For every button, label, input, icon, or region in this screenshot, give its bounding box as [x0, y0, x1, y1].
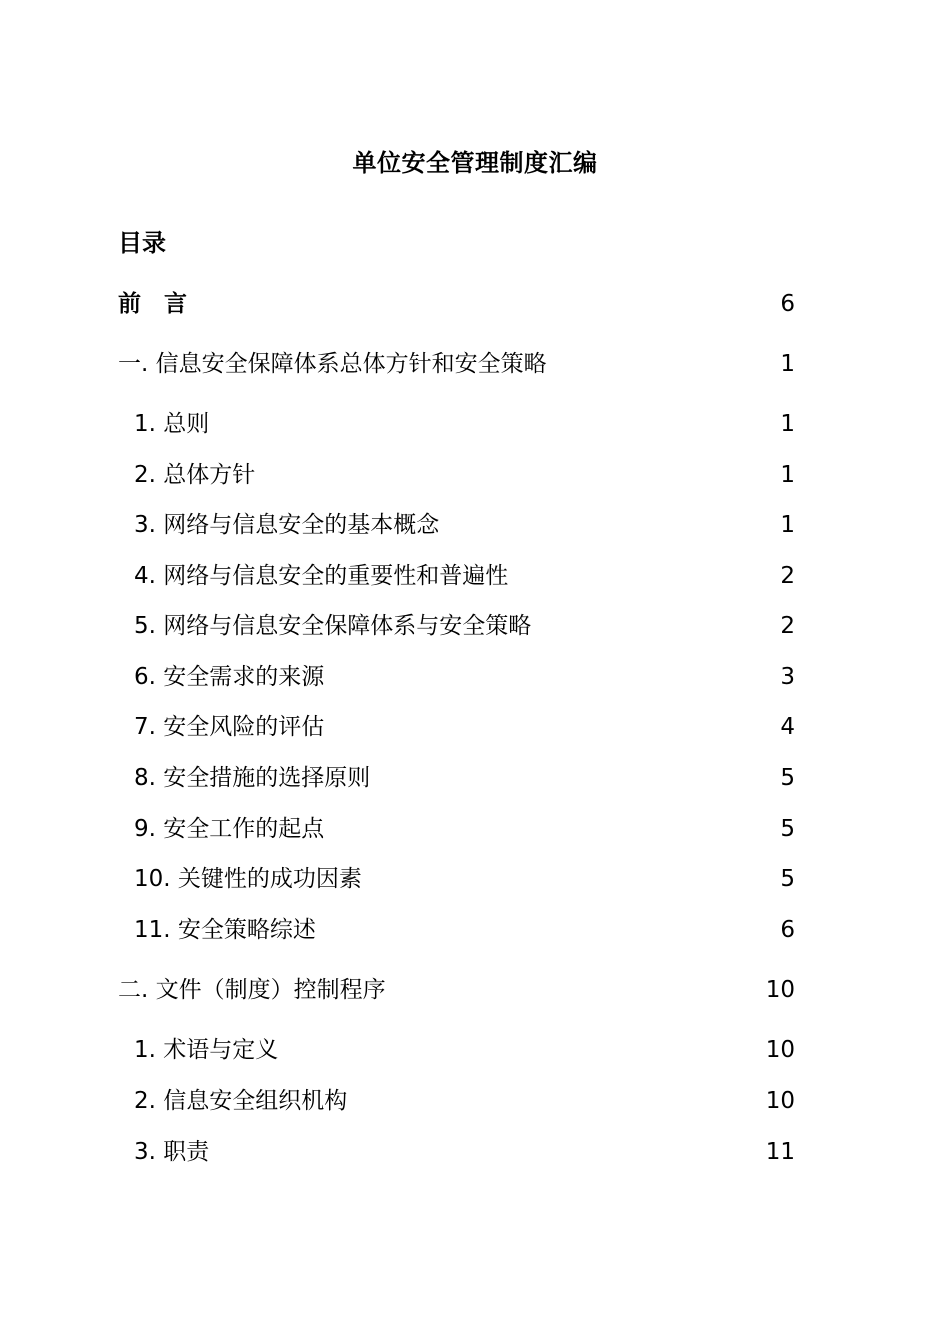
toc-entry-label: 2. 信息安全组织机构 [134, 1088, 348, 1114]
toc-entry-label: 2. 总体方针 [134, 462, 256, 488]
toc-entry-label: 4. 网络与信息安全的重要性和普遍性 [134, 563, 509, 589]
toc-entry-label: 1. 总则 [134, 411, 210, 437]
toc-entry-label: 1. 术语与定义 [134, 1037, 279, 1063]
dot-leader [549, 349, 780, 379]
toc-entry-label: 8. 安全措施的选择原则 [134, 765, 371, 791]
toc-entry-1-11[interactable] [134, 911, 795, 945]
toc-entry-1-10[interactable] [134, 860, 795, 894]
toc-entry-label: 9. 安全工作的起点 [134, 816, 325, 842]
toc-entry-2-1[interactable] [134, 1031, 795, 1065]
dot-leader [326, 662, 779, 692]
toc-entry-1-7[interactable] [134, 708, 795, 742]
toc-entry-page: 11 [765, 1139, 795, 1165]
dot-leader [372, 763, 779, 793]
dot-leader [280, 1035, 764, 1065]
toc-entry-1-9[interactable] [134, 810, 795, 844]
toc-entry-1-8[interactable] [134, 759, 795, 793]
dot-leader [211, 1137, 764, 1167]
toc-entry-page: 1 [780, 351, 795, 377]
toc-entry-page: 10 [765, 1037, 795, 1063]
toc-entry-1-1[interactable] [134, 405, 795, 439]
toc-entry-label: 6. 安全需求的来源 [134, 664, 325, 690]
dot-leader [510, 561, 779, 591]
toc-entry-page: 3 [780, 664, 795, 690]
dot-leader [326, 712, 779, 742]
toc-entry-page: 6 [780, 291, 795, 317]
toc-entry-2-2[interactable] [134, 1082, 795, 1116]
toc-entry-page: 10 [765, 1088, 795, 1114]
dot-leader [326, 814, 779, 844]
toc-entry-page: 2 [780, 613, 795, 639]
toc-entry-page: 5 [780, 765, 795, 791]
dot-leader [388, 975, 765, 1005]
dot-leader [189, 289, 779, 319]
dot-leader [318, 915, 779, 945]
toc-entry-chapter-1[interactable] [118, 345, 795, 379]
toc-entry-label: 10. 关键性的成功因素 [134, 866, 362, 892]
toc-entry-page: 5 [780, 866, 795, 892]
dot-leader [441, 510, 779, 540]
toc-entry-1-6[interactable] [134, 658, 795, 692]
toc-entry-1-2[interactable] [134, 456, 795, 490]
dot-leader [211, 409, 779, 439]
toc-entry-chapter-2[interactable] [118, 971, 795, 1005]
toc-heading: 目录 [118, 229, 166, 257]
toc-entry-2-3[interactable] [134, 1133, 795, 1167]
toc-entry-label: 3. 职责 [134, 1139, 210, 1165]
toc-entry-page: 10 [765, 977, 795, 1003]
toc-entry-label: 3. 网络与信息安全的基本概念 [134, 512, 440, 538]
toc-entry-1-4[interactable] [134, 557, 795, 591]
toc-entry-page: 2 [780, 563, 795, 589]
toc-entry-label: 二. 文件（制度）控制程序 [118, 977, 386, 1003]
toc-entry-page: 5 [780, 816, 795, 842]
toc-entry-label: 5. 网络与信息安全保障体系与安全策略 [134, 613, 532, 639]
toc-entry-1-5[interactable] [134, 607, 795, 641]
toc-entry-label: 11. 安全策略综述 [134, 917, 316, 943]
toc-entry-label: 一. 信息安全保障体系总体方针和安全策略 [118, 351, 547, 377]
toc-entry-page: 6 [780, 917, 795, 943]
toc-entry-page: 1 [780, 411, 795, 437]
dot-leader [349, 1086, 764, 1116]
toc-entry-page: 1 [780, 462, 795, 488]
toc-entry-label: 7. 安全风险的评估 [134, 714, 325, 740]
dot-leader [364, 864, 779, 894]
document-title: 单位安全管理制度汇编 [352, 149, 598, 177]
dot-leader [257, 460, 779, 490]
dot-leader [533, 611, 779, 641]
toc-entry-1-3[interactable] [134, 506, 795, 540]
toc-entry-page: 4 [780, 714, 795, 740]
toc-entry-label: 前 言 [118, 291, 187, 317]
toc-entry-page: 1 [780, 512, 795, 538]
toc-entry-preface[interactable] [118, 285, 795, 319]
